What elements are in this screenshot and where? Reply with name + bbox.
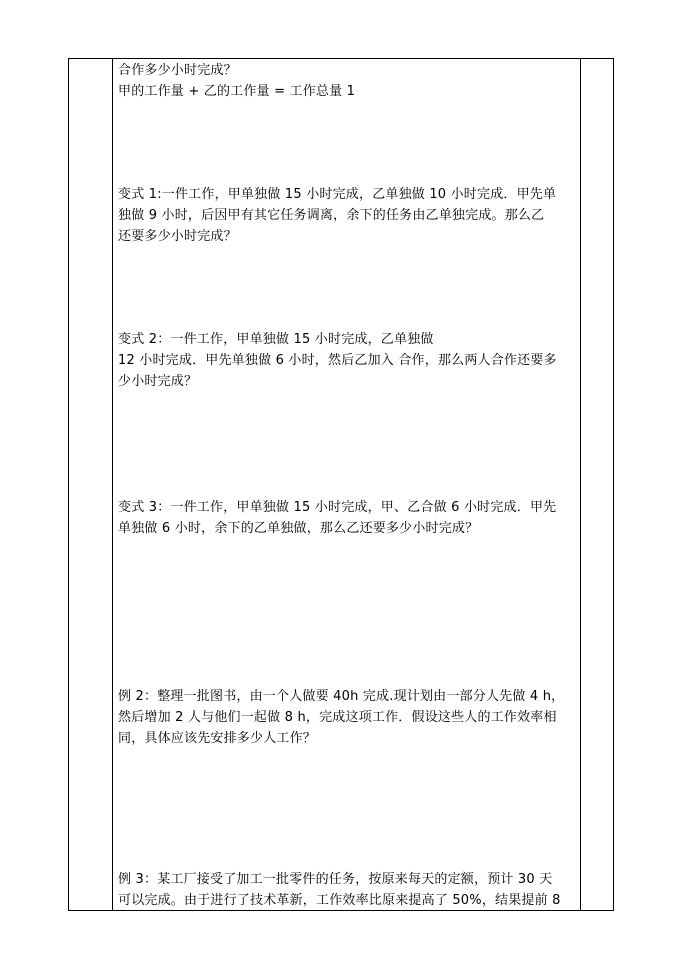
text-line: 变式 2：一件工作，甲单独做 15 小时完成，乙单独做 <box>118 332 434 347</box>
text-line: 合作多少小时完成？ <box>118 63 237 78</box>
text-line: 变式 3：一件工作，甲单独做 15 小时完成，甲、乙合做 6 小时完成．甲先 <box>118 500 557 515</box>
text-line: 然后增加 2 人与他们一起做 8 h，完成这项工作．假设这些人的工作效率相 <box>118 710 557 725</box>
text-line: 例 2：整理一批图书，由一个人做要 40h 完成.现计划由一部分人先做 4 h， <box>118 689 565 704</box>
text-line: 甲的工作量 + 乙的工作量 = 工作总量 1 <box>118 84 356 99</box>
example-2-block <box>118 686 576 749</box>
text-line: 独做 9 小时，后因甲有其它任务调离，余下的任务由乙单独完成。那么乙 <box>118 208 545 223</box>
intro-block <box>118 60 576 102</box>
text-line: 例 3：某工厂接受了加工一批零件的任务，按原来每天的定额，预计 30 天 <box>118 872 553 887</box>
text-line: 单独做 6 小时，余下的乙单独做，那么乙还要多少小时完成？ <box>118 521 479 536</box>
text-line: 可以完成。由于进行了技术革新，工作效率比原来提高了 50%，结果提前 8 <box>118 893 561 908</box>
example-3-block <box>118 869 576 911</box>
variant-3-block <box>118 497 576 539</box>
text-line: 变式 1:一件工作，甲单独做 15 小时完成，乙单独做 10 小时完成．甲先单 <box>118 187 557 202</box>
table-column-divider-left <box>112 58 113 911</box>
table-column-divider-right <box>580 58 581 911</box>
text-line: 少小时完成？ <box>118 374 198 389</box>
text-line: 还要多少小时完成？ <box>118 229 237 244</box>
variant-1-block <box>118 184 576 247</box>
text-line: 12 小时完成．甲先单独做 6 小时，然后乙加入 合作，那么两人合作还要多 <box>118 353 557 368</box>
variant-2-block <box>118 329 576 392</box>
text-line: 同，具体应该先安排多少人工作？ <box>118 731 317 746</box>
